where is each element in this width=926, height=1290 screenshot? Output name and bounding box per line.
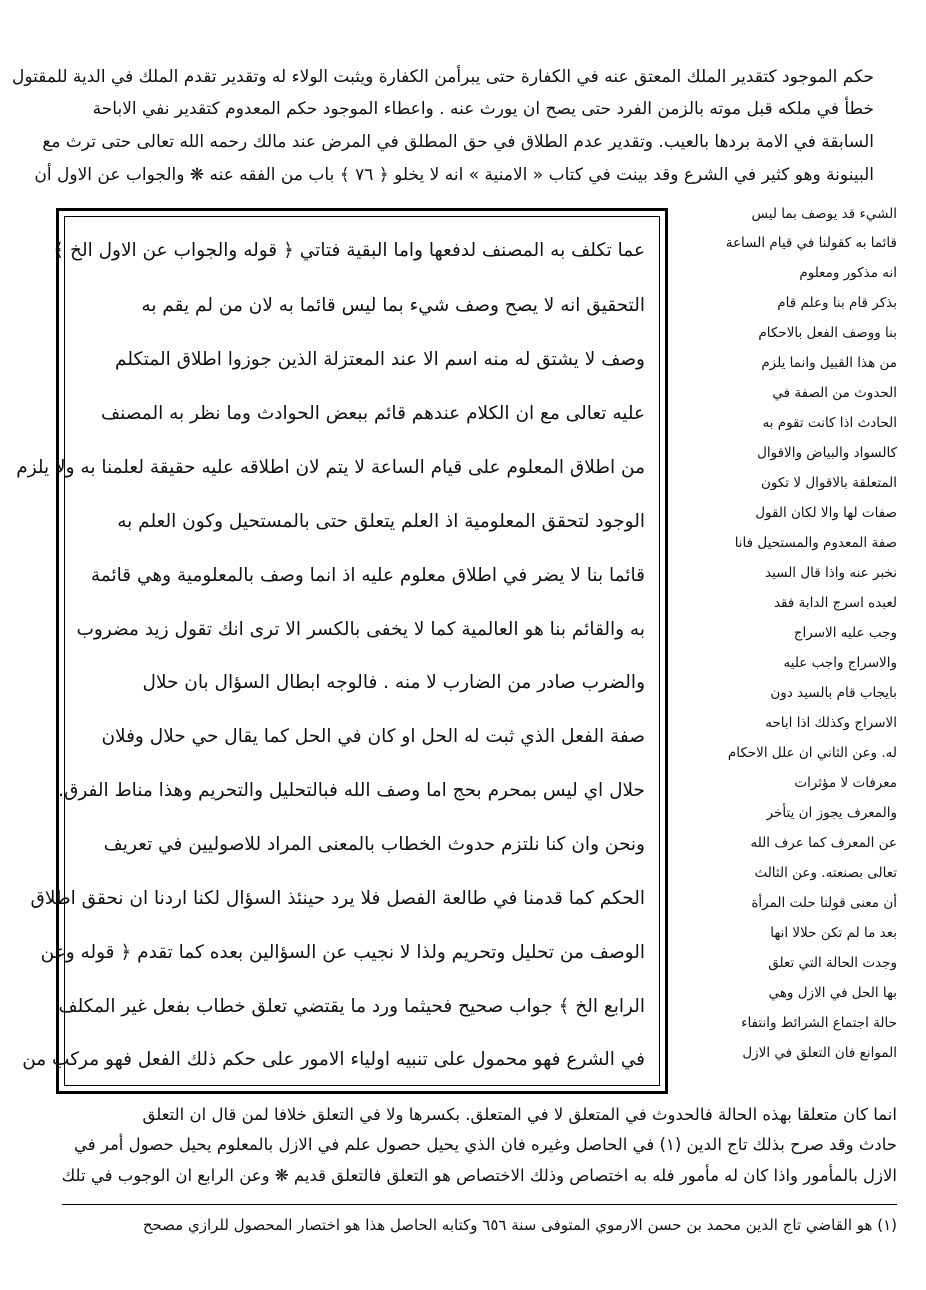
commentary-line: الوجود لتحقق المعلومية اذ العلم يتعلق حتى بالمستحيل وكون العلم به — [117, 511, 645, 532]
top-text-line: البينونة وهو كثير في الشرع وقد بينت في كتاب « الامنية » انه لا يخلو ﴿ ٧٦ ﴾ باب من الفقه عنه ❋ والجواب عن الاول أن — [34, 165, 874, 185]
commentary-line: قائما بنا لا يضر في اطلاق معلوم عليه اذ انما وصف بالمعلومية وهي قائمة — [90, 565, 645, 586]
side-text-line: وجب عليه الاسراج — [793, 625, 897, 641]
commentary-line: الوصف من تحليل وتحريم ولذا لا نجيب عن السؤالين بعده كما تقدم ﴿ قوله وعن — [40, 942, 645, 963]
bottom-text-line: حادث وقد صرح بذلك تاج الدين (١) في الحاصل وغيره فان الذي يحيل حصول علم في الازل بالمعلوم يحيل حصول أمر في — [73, 1135, 897, 1154]
top-text-line: خطأ في ملكه قبل موته بالزمن الفرد حتى يصح ان يورث عنه . واعطاء الموجود حكم المعدوم كتقدير نفي الاباحة — [92, 99, 874, 119]
side-text-line: بايجاب قام بالسيد دون — [770, 685, 897, 701]
side-text-line: الحادث اذا كانت تقوم به — [762, 415, 897, 431]
side-text-line: كالسواد والبياض والاقوال — [757, 445, 897, 461]
side-text-line: عن المعرف كما عرف الله — [750, 835, 897, 851]
side-text-line: وجدت الحالة التي تعلق — [768, 955, 897, 971]
side-text-line: قائما به كقولنا في قيام الساعة — [725, 235, 897, 251]
side-text-line: له. وعن الثاني ان علل الاحكام — [727, 745, 897, 761]
side-text-line: والاسراج واجب عليه — [783, 655, 897, 671]
commentary-line: عما تكلف به المصنف لدفعها واما البقية فتاتي ﴿ قوله والجواب عن الاول الخ ﴾ — [53, 240, 645, 261]
side-text-line: تعالى بصنعته. وعن الثالث — [754, 865, 897, 881]
top-text-line: حكم الموجود كتقدير الملك المعتق عنه في الكفارة حتى يبرأمن الكفارة ويثبت الولاء له وتقدير تقدم الملك في الدية للمقتول — [12, 67, 874, 87]
side-text-line: لعبده اسرج الدابة فقد — [773, 595, 897, 611]
commentary-line: في الشرع فهو محمول على تنبيه اولياء الامور على حكم ذلك الفعل فهو مركب من — [22, 1049, 645, 1070]
side-text-line: صفة المعدوم والمستحيل فانا — [734, 535, 897, 551]
side-text-line: المتعلقة بالاقوال لا تكون — [760, 475, 897, 491]
side-text-line: حالة اجتماع الشرائط وانتفاء — [741, 1015, 897, 1031]
side-text-line: الحدوث من الصفة في — [772, 385, 897, 401]
top-text-line: السابقة في الامة بردها بالعيب. وتقدير عدم الطلاق في حق المطلق في المرض عند مالك رحمه الله تعالى حتى ترث مع — [42, 132, 874, 152]
commentary-line: ونحن وان كنا نلتزم حدوث الخطاب بالمعنى المراد للاصوليين في تعريف — [103, 834, 645, 855]
side-text-line: الاسراج وكذلك اذا اباحه — [765, 715, 897, 731]
side-text-line: الموانع فان التعلق في الازل — [742, 1045, 897, 1061]
footnote-separator — [62, 1204, 897, 1205]
bottom-text-line: الازل بالمأمور واذا كان له مأمور فله به اختصاص وذلك الاختصاص هو التعلق فالتعلق قديم ❋ وعن الرابع ان الوجوب في تلك — [61, 1166, 897, 1185]
side-text-line: بها الحل في الازل وهي — [768, 985, 897, 1001]
side-text-line: والمعرف يجوز ان يتأخر — [766, 805, 897, 821]
commentary-line: الحكم كما قدمنا في طالعة الفصل فلا يرد حينئذ السؤال لكنا اردنا ان نحقق اطلاق — [30, 888, 645, 909]
side-text-line: بذكر قام بنا وعلم قام — [777, 295, 897, 311]
side-text-line: بعد ما لم تكن حلالا انها — [770, 925, 897, 941]
side-text-line: بنا ووصف الفعل بالاحكام — [758, 325, 897, 341]
side-text-line: انه مذكور ومعلوم — [799, 265, 897, 281]
side-text-line: من هذا القبيل وانما يلزم — [761, 355, 897, 371]
commentary-line: به والقائم بنا هو العالمية كما لا يخفى بالكسر الا ترى انك تقول زيد مضروب — [76, 619, 645, 640]
side-text-line: أن معنى قولنا حلت المرأة — [751, 895, 897, 911]
commentary-line: عليه تعالى مع ان الكلام عندهم قائم ببعض الحوادث وما نظر به المصنف — [100, 403, 645, 424]
footnote: (١) هو القاضي تاج الدين محمد بن حسن الارموي المتوفى سنة ٦٥٦ وكتابه الحاصل هذا هو اختصار المحصول للرازي مصحح — [142, 1216, 897, 1234]
commentary-line: من اطلاق المعلوم على قيام الساعة لا يتم لان اطلاقه عليه حقيقة لعلمنا به ولا يلزم — [16, 457, 645, 478]
commentary-line: الرابع الخ ﴾ جواب صحيح فحيثما ورد ما يقتضي تعلق خطاب بفعل غير المكلف — [58, 996, 645, 1017]
commentary-line: صفة الفعل الذي ثبت له الحل او كان في الحل كما يقال حي حلال وفلان — [101, 726, 645, 747]
commentary-line: وصف لا يشتق له منه اسم الا عند المعتزلة الذين جوزوا اطلاق المتكلم — [115, 349, 645, 370]
side-text-line: صفات لها والا لكان القول — [755, 505, 897, 521]
bottom-text-line: انما كان متعلقا بهذه الحالة فالحدوث في المتعلق لا في المتعلق. بكسرها ولا في التعلق خلافا لمن قال ان التعلق — [142, 1105, 897, 1124]
commentary-line: والضرب صادر من الضارب لا منه . فالوجه ابطال السؤال بان حلال — [142, 672, 645, 693]
commentary-line: حلال اي ليس بمحرم بحج اما وصف الله فبالتحليل والتحريم وهذا مناط الفرق. — [58, 780, 645, 801]
commentary-line: التحقيق انه لا يصح وصف شيء بما ليس قائما به لان من لم يقم به — [141, 295, 645, 316]
side-text-line: نخبر عنه واذا قال السيد — [764, 565, 897, 581]
side-text-line: معرفات لا مؤثرات — [794, 775, 897, 791]
side-text-line: الشيء قد يوصف بما ليس — [751, 206, 897, 222]
